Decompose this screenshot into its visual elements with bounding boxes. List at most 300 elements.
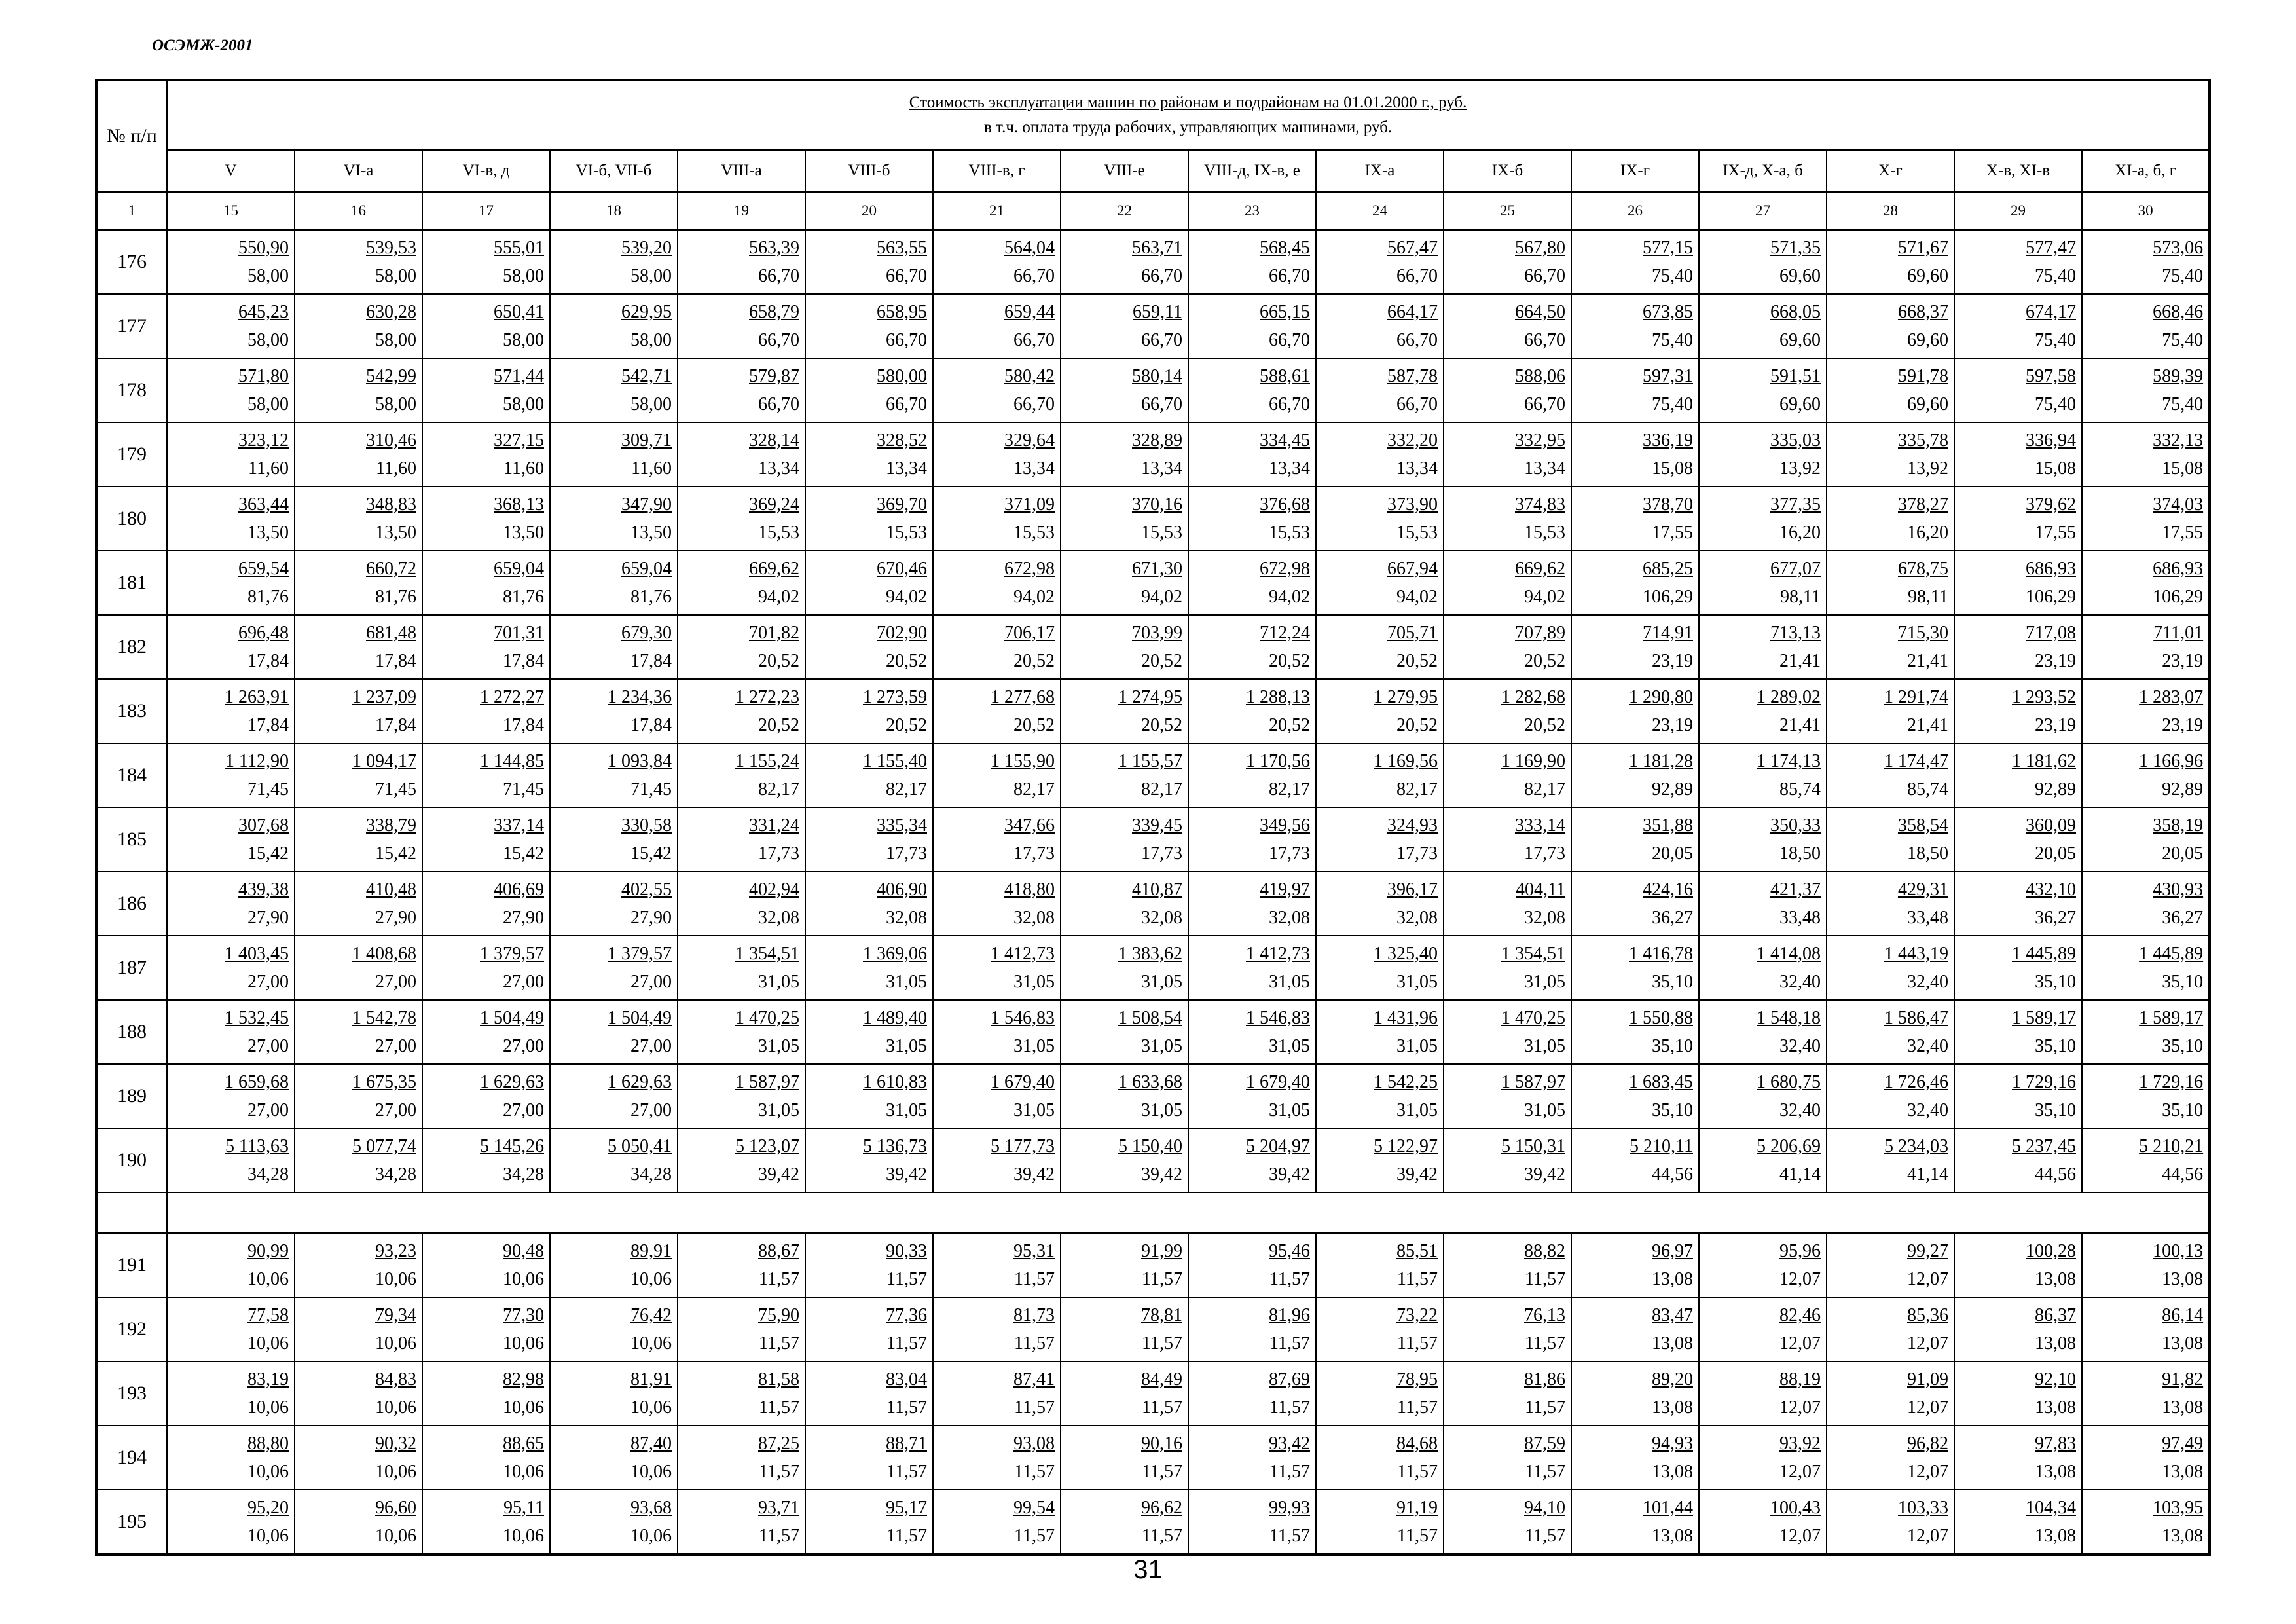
operating-cost-value: 96,60 (375, 1498, 416, 1518)
operating-cost-value: 539,53 (366, 238, 416, 258)
labor-cost-value: 75,40 (2162, 330, 2204, 350)
operating-cost-value: 1 679,40 (991, 1072, 1055, 1092)
labor-cost-value: 39,42 (1013, 1164, 1055, 1185)
value-cell (1444, 807, 1571, 872)
value-cell (295, 936, 422, 1000)
operating-cost-value: 589,39 (2153, 366, 2204, 386)
labor-cost-value: 35,10 (2162, 972, 2204, 992)
labor-cost-value: 10,06 (503, 1397, 544, 1418)
labor-cost-value: 106,29 (2153, 587, 2204, 607)
value-cell (678, 615, 805, 679)
operating-cost-value: 369,24 (749, 494, 799, 515)
value-cell (167, 358, 295, 422)
labor-cost-value: 18,50 (1907, 843, 1948, 864)
column-number: 29 (1954, 192, 2082, 230)
labor-cost-value: 20,05 (2035, 843, 2076, 864)
value-cell (805, 551, 933, 615)
value-cell (1316, 358, 1444, 422)
value-cell (2082, 807, 2210, 872)
value-cell (805, 230, 933, 294)
labor-cost-value: 69,60 (1907, 394, 1948, 415)
value-cell (1061, 1064, 1188, 1128)
value-cell (1954, 679, 2082, 743)
operating-cost-value: 81,73 (1013, 1305, 1055, 1325)
column-number: 17 (422, 192, 550, 230)
labor-cost-value: 23,19 (2035, 715, 2076, 735)
labor-cost-value: 10,06 (503, 1526, 544, 1546)
value-cell (2082, 358, 2210, 422)
value-cell (295, 1361, 422, 1426)
operating-cost-value: 555,01 (494, 238, 544, 258)
column-header-row (96, 150, 2210, 192)
operating-cost-value: 410,87 (1132, 879, 1182, 900)
value-cell (2082, 1000, 2210, 1064)
operating-cost-value: 93,71 (758, 1498, 799, 1518)
operating-cost-value: 90,99 (247, 1241, 289, 1261)
value-cell (1827, 1426, 1954, 1490)
labor-cost-value: 11,57 (1014, 1269, 1055, 1289)
operating-cost-value: 402,55 (621, 879, 672, 900)
operating-cost-value: 331,24 (749, 815, 799, 836)
labor-cost-value: 23,19 (2035, 651, 2076, 671)
operating-cost-value: 1 272,23 (735, 687, 799, 707)
operating-cost-value: 81,86 (1524, 1369, 1565, 1390)
value-cell (1954, 422, 2082, 487)
labor-cost-value: 21,41 (1779, 715, 1821, 735)
value-cell (1954, 936, 2082, 1000)
value-cell (805, 1064, 933, 1128)
labor-cost-value: 35,10 (2035, 1100, 2076, 1120)
labor-cost-value: 17,73 (1269, 843, 1310, 864)
operating-cost-value: 669,62 (1515, 559, 1565, 579)
value-cell (1571, 1297, 1699, 1361)
operating-cost-value: 659,04 (494, 559, 544, 579)
operating-cost-value: 567,80 (1515, 238, 1565, 258)
labor-cost-value: 33,48 (1779, 908, 1821, 928)
labor-cost-value: 11,57 (1525, 1526, 1565, 1546)
labor-cost-value: 27,00 (630, 1036, 672, 1056)
labor-cost-value: 94,02 (886, 587, 927, 607)
labor-cost-value: 32,08 (758, 908, 799, 928)
operating-cost-value: 668,05 (1770, 302, 1821, 322)
operating-cost-value: 1 379,57 (480, 944, 544, 964)
operating-cost-value: 577,15 (1643, 238, 1693, 258)
value-cell (1444, 1064, 1571, 1128)
labor-cost-value: 27,00 (375, 1036, 416, 1056)
value-cell (1316, 1128, 1444, 1192)
value-cell (1188, 358, 1316, 422)
value-cell (933, 551, 1061, 615)
value-cell (295, 1128, 422, 1192)
labor-cost-value: 32,08 (1269, 908, 1310, 928)
operating-cost-value: 1 155,24 (735, 751, 799, 771)
row-number: 184 (96, 743, 167, 807)
value-cell (933, 294, 1061, 358)
operating-cost-value: 81,96 (1269, 1305, 1310, 1325)
value-cell (295, 551, 422, 615)
table-row (96, 615, 2210, 679)
operating-cost-value: 78,95 (1396, 1369, 1438, 1390)
labor-cost-value: 94,02 (1013, 587, 1055, 607)
operating-cost-value: 568,45 (1260, 238, 1310, 258)
table-row (96, 872, 2210, 936)
value-cell (805, 1000, 933, 1064)
value-cell (1571, 679, 1699, 743)
operating-cost-value: 1 279,95 (1374, 687, 1438, 707)
labor-cost-value: 21,41 (1907, 651, 1948, 671)
table-row (96, 422, 2210, 487)
labor-cost-value: 23,19 (1652, 651, 1693, 671)
value-cell (1188, 1000, 1316, 1064)
labor-cost-value: 94,02 (1269, 587, 1310, 607)
labor-cost-value: 58,00 (630, 330, 672, 350)
table-row (96, 1426, 2210, 1490)
operating-cost-value: 5 206,69 (1757, 1136, 1821, 1156)
operating-cost-value: 333,14 (1515, 815, 1565, 836)
value-cell (550, 422, 678, 487)
operating-cost-value: 84,83 (375, 1369, 416, 1390)
operating-cost-value: 429,31 (1898, 879, 1948, 900)
labor-cost-value: 11,57 (1397, 1397, 1438, 1418)
operating-cost-value: 100,13 (2153, 1241, 2204, 1261)
labor-cost-value: 36,27 (2162, 908, 2204, 928)
value-cell (1316, 1361, 1444, 1426)
title-line-1: Стоимость эксплуатации машин по районам и подрайонам на 01.01.2000 г., руб. (909, 94, 1467, 111)
labor-cost-value: 13,08 (2162, 1333, 2204, 1354)
value-cell (1061, 615, 1188, 679)
value-cell (1954, 1297, 2082, 1361)
labor-cost-value: 75,40 (2162, 266, 2204, 286)
labor-cost-value: 10,06 (375, 1333, 416, 1354)
operating-cost-value: 93,68 (630, 1498, 672, 1518)
operating-cost-value: 564,04 (1004, 238, 1055, 258)
labor-cost-value: 20,05 (2162, 843, 2204, 864)
value-cell (805, 487, 933, 551)
labor-cost-value: 11,57 (759, 1526, 799, 1546)
operating-cost-value: 335,34 (877, 815, 927, 836)
operating-cost-value: 1 629,63 (480, 1072, 544, 1092)
value-cell (1444, 1000, 1571, 1064)
row-number: 179 (96, 422, 167, 487)
operating-cost-value: 686,93 (2153, 559, 2204, 579)
value-cell (678, 936, 805, 1000)
operating-cost-value: 701,82 (749, 623, 799, 643)
value-cell (1444, 743, 1571, 807)
value-cell (1954, 615, 2082, 679)
operating-cost-value: 1 726,46 (1884, 1072, 1948, 1092)
value-cell (550, 1297, 678, 1361)
labor-cost-value: 20,52 (1396, 651, 1438, 671)
column-number: 25 (1444, 192, 1571, 230)
labor-cost-value: 66,70 (758, 266, 799, 286)
labor-cost-value: 32,40 (1779, 972, 1821, 992)
title-line-2: в т.ч. оплата труда рабочих, управляющих машинами, руб. (983, 119, 1393, 136)
row-number: 191 (96, 1233, 167, 1297)
operating-cost-value: 5 210,21 (2139, 1136, 2204, 1156)
operating-cost-value: 81,58 (758, 1369, 799, 1390)
value-cell (805, 1426, 933, 1490)
labor-cost-value: 11,57 (886, 1462, 927, 1482)
labor-cost-value: 13,08 (1652, 1333, 1693, 1354)
value-cell (1699, 551, 1827, 615)
operating-cost-value: 93,08 (1013, 1433, 1055, 1454)
operating-cost-value: 1 489,40 (863, 1008, 927, 1028)
labor-cost-value: 13,34 (1141, 458, 1182, 479)
value-cell (1571, 1233, 1699, 1297)
value-cell (1444, 487, 1571, 551)
labor-cost-value: 10,06 (503, 1462, 544, 1482)
labor-cost-value: 81,76 (503, 587, 544, 607)
empty-cell (96, 1192, 167, 1233)
labor-cost-value: 66,70 (886, 266, 927, 286)
value-cell (422, 1361, 550, 1426)
labor-cost-value: 27,00 (375, 1100, 416, 1120)
value-cell (1316, 1233, 1444, 1297)
value-cell (1061, 422, 1188, 487)
labor-cost-value: 71,45 (630, 779, 672, 800)
value-cell (1699, 1128, 1827, 1192)
value-cell (1954, 551, 2082, 615)
value-cell (1827, 358, 1954, 422)
operating-cost-value: 378,70 (1643, 494, 1693, 515)
operating-cost-value: 75,90 (758, 1305, 799, 1325)
operating-cost-value: 101,44 (1643, 1498, 1693, 1518)
value-cell (933, 230, 1061, 294)
labor-cost-value: 15,53 (1141, 523, 1182, 543)
labor-cost-value: 17,84 (247, 715, 289, 735)
labor-cost-value: 17,73 (886, 843, 927, 864)
operating-cost-value: 89,20 (1652, 1369, 1693, 1390)
value-cell (1061, 807, 1188, 872)
operating-cost-value: 1 683,45 (1629, 1072, 1693, 1092)
column-number: 20 (805, 192, 933, 230)
operating-cost-value: 577,47 (2026, 238, 2076, 258)
value-cell (295, 487, 422, 551)
operating-cost-value: 706,17 (1004, 623, 1055, 643)
value-cell (2082, 743, 2210, 807)
operating-cost-value: 87,59 (1524, 1433, 1565, 1454)
labor-cost-value: 66,70 (1269, 266, 1310, 286)
operating-cost-value: 1 679,40 (1246, 1072, 1310, 1092)
value-cell (678, 743, 805, 807)
operating-cost-value: 92,10 (2035, 1369, 2076, 1390)
operating-cost-value: 93,42 (1269, 1433, 1310, 1454)
labor-cost-value: 66,70 (1013, 266, 1055, 286)
row-number: 180 (96, 487, 167, 551)
separator-row (96, 1192, 2210, 1233)
labor-cost-value: 13,50 (375, 523, 416, 543)
labor-cost-value: 27,00 (247, 1100, 289, 1120)
value-cell (1188, 422, 1316, 487)
operating-cost-value: 97,83 (2035, 1433, 2076, 1454)
table-title (167, 80, 2210, 150)
value-cell (933, 487, 1061, 551)
row-number: 195 (96, 1490, 167, 1555)
operating-cost-value: 88,19 (1779, 1369, 1821, 1390)
value-cell (1571, 551, 1699, 615)
value-cell (678, 1233, 805, 1297)
value-cell (1827, 1000, 1954, 1064)
operating-cost-value: 373,90 (1387, 494, 1438, 515)
labor-cost-value: 13,08 (2035, 1462, 2076, 1482)
value-cell (1188, 1297, 1316, 1361)
value-cell (1571, 294, 1699, 358)
value-cell (295, 615, 422, 679)
value-cell (2082, 1361, 2210, 1426)
value-cell (1954, 743, 2082, 807)
value-cell (1571, 1128, 1699, 1192)
labor-cost-value: 17,73 (1524, 843, 1565, 864)
operating-cost-value: 5 113,63 (225, 1136, 289, 1156)
labor-cost-value: 31,05 (886, 972, 927, 992)
labor-cost-value: 12,07 (1907, 1526, 1948, 1546)
operating-cost-value: 1 412,73 (1246, 944, 1310, 964)
value-cell (550, 487, 678, 551)
labor-cost-value: 34,28 (503, 1164, 544, 1185)
labor-cost-value: 66,70 (1013, 394, 1055, 415)
labor-cost-value: 11,60 (631, 458, 672, 479)
labor-cost-value: 36,27 (1652, 908, 1693, 928)
value-cell (422, 1490, 550, 1555)
labor-cost-value: 94,02 (758, 587, 799, 607)
value-cell (1444, 679, 1571, 743)
operating-cost-value: 351,88 (1643, 815, 1693, 836)
value-cell (1444, 1426, 1571, 1490)
value-cell (167, 872, 295, 936)
row-number: 177 (96, 294, 167, 358)
operating-cost-value: 5 050,41 (608, 1136, 672, 1156)
value-cell (1444, 230, 1571, 294)
value-cell (1699, 294, 1827, 358)
operating-cost-value: 1 169,56 (1374, 751, 1438, 771)
value-cell (1954, 1490, 2082, 1555)
operating-cost-value: 5 150,40 (1118, 1136, 1182, 1156)
value-cell (1188, 1064, 1316, 1128)
column-number: 18 (550, 192, 678, 230)
table-row (96, 230, 2210, 294)
operating-cost-value: 563,71 (1132, 238, 1182, 258)
value-cell (1444, 551, 1571, 615)
column-number: 30 (2082, 192, 2210, 230)
labor-cost-value: 11,57 (1014, 1526, 1055, 1546)
operating-cost-value: 658,95 (877, 302, 927, 322)
operating-cost-value: 701,31 (494, 623, 544, 643)
value-cell (1316, 1064, 1444, 1128)
labor-cost-value: 69,60 (1779, 266, 1821, 286)
column-header: X-г (1827, 150, 1954, 192)
labor-cost-value: 31,05 (1269, 972, 1310, 992)
row-number: 186 (96, 872, 167, 936)
value-cell (1827, 551, 1954, 615)
operating-cost-value: 83,04 (886, 1369, 927, 1390)
labor-cost-value: 27,90 (630, 908, 672, 928)
labor-cost-value: 27,00 (503, 1036, 544, 1056)
operating-cost-value: 668,46 (2153, 302, 2204, 322)
operating-cost-value: 1 629,63 (608, 1072, 672, 1092)
labor-cost-value: 27,00 (375, 972, 416, 992)
value-cell (1699, 1233, 1827, 1297)
operating-cost-value: 571,67 (1898, 238, 1948, 258)
row-number: 192 (96, 1297, 167, 1361)
labor-cost-value: 23,19 (1652, 715, 1693, 735)
value-cell (1316, 679, 1444, 743)
value-cell (2082, 1233, 2210, 1297)
labor-cost-value: 82,17 (1269, 779, 1310, 800)
operating-cost-value: 83,47 (1652, 1305, 1693, 1325)
value-cell (933, 1297, 1061, 1361)
operating-cost-value: 339,45 (1132, 815, 1182, 836)
operating-cost-value: 83,19 (247, 1369, 289, 1390)
value-cell (1954, 1064, 2082, 1128)
value-cell (1061, 1128, 1188, 1192)
labor-cost-value: 20,52 (886, 715, 927, 735)
operating-cost-value: 82,46 (1779, 1305, 1821, 1325)
labor-cost-value: 18,50 (1779, 843, 1821, 864)
operating-cost-value: 1 408,68 (352, 944, 416, 964)
labor-cost-value: 10,06 (247, 1397, 289, 1418)
value-cell (805, 679, 933, 743)
operating-cost-value: 571,80 (238, 366, 289, 386)
operating-cost-value: 89,91 (630, 1241, 672, 1261)
value-cell (933, 1361, 1061, 1426)
value-cell (1954, 230, 2082, 294)
operating-cost-value: 1 379,57 (608, 944, 672, 964)
value-cell (1827, 1064, 1954, 1128)
value-cell (167, 807, 295, 872)
value-cell (1954, 807, 2082, 872)
operating-cost-value: 323,12 (238, 430, 289, 451)
operating-cost-value: 1 680,75 (1757, 1072, 1821, 1092)
value-cell (933, 422, 1061, 487)
labor-cost-value: 69,60 (1779, 394, 1821, 415)
value-cell (1827, 1297, 1954, 1361)
column-number: 28 (1827, 192, 1954, 230)
operating-cost-value: 571,35 (1770, 238, 1821, 258)
labor-cost-value: 11,57 (1142, 1333, 1182, 1354)
value-cell (1444, 1361, 1571, 1426)
value-cell (678, 679, 805, 743)
operating-cost-value: 1 383,62 (1118, 944, 1182, 964)
labor-cost-value: 12,07 (1779, 1269, 1821, 1289)
value-cell (933, 807, 1061, 872)
labor-cost-value: 85,74 (1907, 779, 1948, 800)
value-cell (678, 1490, 805, 1555)
labor-cost-value: 10,06 (503, 1269, 544, 1289)
value-cell (422, 1000, 550, 1064)
labor-cost-value: 11,57 (1014, 1333, 1055, 1354)
value-cell (550, 1064, 678, 1128)
operating-cost-value: 571,44 (494, 366, 544, 386)
operating-cost-value: 672,98 (1004, 559, 1055, 579)
value-cell (1316, 807, 1444, 872)
column-header: VIII-в, г (933, 150, 1061, 192)
table-row (96, 936, 2210, 1000)
labor-cost-value: 75,40 (1652, 394, 1693, 415)
labor-cost-value: 58,00 (630, 394, 672, 415)
value-cell (933, 1128, 1061, 1192)
labor-cost-value: 17,73 (758, 843, 799, 864)
value-cell (295, 1297, 422, 1361)
column-header: X-в, XI-в (1954, 150, 2082, 192)
value-cell (678, 872, 805, 936)
labor-cost-value: 66,70 (1141, 266, 1182, 286)
labor-cost-value: 10,06 (375, 1462, 416, 1482)
labor-cost-value: 11,60 (248, 458, 289, 479)
column-number: 22 (1061, 192, 1188, 230)
value-cell (1827, 487, 1954, 551)
operating-cost-value: 714,91 (1643, 623, 1693, 643)
value-cell (422, 294, 550, 358)
